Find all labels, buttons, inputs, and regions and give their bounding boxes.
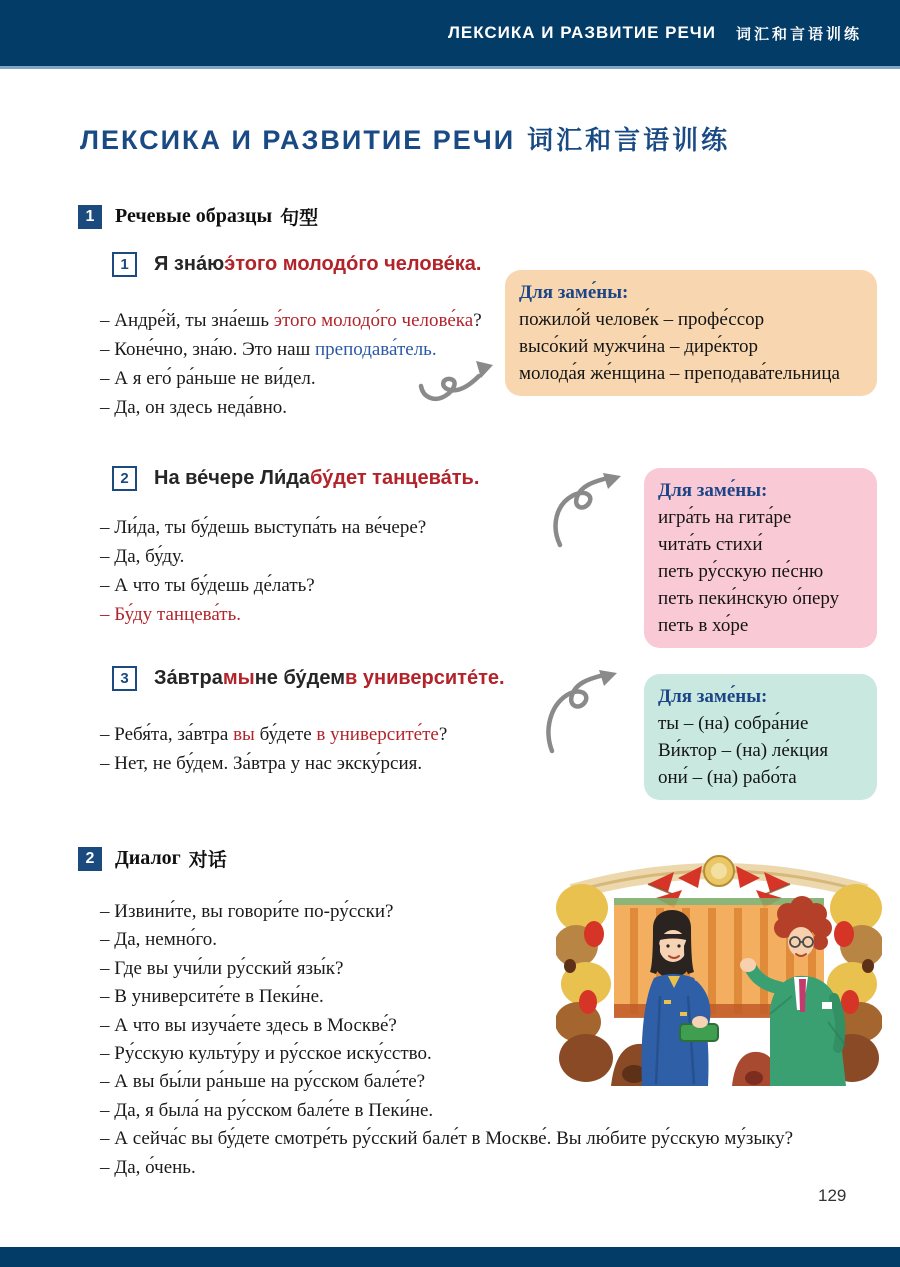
- substitution-heading: Для заме́ны:: [519, 282, 629, 303]
- dialogue-example-3: [100, 720, 447, 778]
- dialogue-line: – А сейча́с вы бу́дете смотре́ть ру́сский бале́т в Москве́. Вы лю́бите ру́сскую му́зыку?: [100, 1128, 794, 1150]
- example-text-red: мы: [222, 667, 255, 689]
- substitution-item: Ви́ктор – (на) ле́кция: [658, 740, 829, 761]
- substitution-item: петь в хо́ре: [658, 615, 749, 636]
- section-title: Речевые образцы: [115, 205, 273, 227]
- header-title-russian: ЛЕКСИКА И РАЗВИТИЕ РЕЧИ: [447, 23, 716, 42]
- dialogue-line: – Бу́ду танцева́ть.: [100, 604, 242, 625]
- example-text-black: Я зна́ю: [154, 253, 225, 275]
- substitution-box-1: [505, 270, 877, 396]
- theatre-illustration: [556, 846, 882, 1086]
- section-speech-patterns-header: [78, 203, 318, 230]
- substitution-item: пожило́й челове́к – профе́ссор: [519, 309, 765, 330]
- dialogue-line: – Ли́да, ты бу́дешь выступа́ть на ве́чере?: [100, 517, 427, 538]
- page-header-bar: [0, 0, 900, 69]
- example-text-red: в университе́те.: [345, 667, 505, 689]
- dialogue-line: – Да, я была́ на ру́сском бале́те в Пеки́не.: [100, 1099, 434, 1121]
- curly-arrow-icon: [542, 668, 626, 754]
- example-text-black: не бу́дем: [254, 667, 346, 689]
- section-number-badge: 1: [78, 205, 102, 229]
- section-title: Диалог: [115, 847, 181, 869]
- dialogue-line: – Извини́те, вы говори́те по-ру́сски?: [100, 901, 394, 922]
- section-title-chinese: 对话: [188, 850, 227, 871]
- curly-arrow-icon: [548, 472, 630, 548]
- substitution-item: высо́кий мужчи́на – дире́ктор: [519, 336, 759, 357]
- dialogue-line: – В университе́те в Пеки́не.: [100, 986, 324, 1008]
- page-number: 129: [818, 1186, 847, 1205]
- curly-arrow-icon: [418, 352, 496, 406]
- substitution-box-2: [644, 468, 877, 648]
- dialogue-line: – Где вы учи́ли ру́сский язы́к?: [100, 957, 344, 979]
- substitution-item: петь ру́сскую пе́сню: [658, 561, 824, 582]
- header-title-chinese: 词汇和言语训练: [735, 25, 862, 43]
- dialogue-line: – Да, бу́ду.: [100, 546, 185, 567]
- dialogue-line: – Ребя́та, за́втра вы бу́дете в университе́те?: [100, 724, 448, 745]
- substitution-item: игра́ть на гита́ре: [658, 507, 792, 528]
- example-text-red: э́того молодо́го челове́ка.: [224, 253, 482, 275]
- example-text-black: На ве́чере Ли́да: [154, 467, 311, 489]
- page-title-chinese: 词汇和言语训练: [527, 125, 731, 155]
- dialogue-line: – Андре́й, ты зна́ешь э́того молодо́го челове́ка?: [100, 310, 482, 331]
- example-text-red: бу́дет танцева́ть.: [310, 467, 480, 489]
- substitution-item: петь пеки́нскую о́перу: [658, 588, 840, 609]
- section-number-badge: 2: [78, 847, 102, 871]
- dialogue-line: – Нет, не бу́дем. За́втра у нас экску́рсия.: [100, 753, 423, 774]
- example-number-box: 2: [112, 466, 137, 491]
- dialogue-line: – Да, о́чень.: [100, 1156, 196, 1178]
- dialogue-line: – Да, он здесь неда́вно.: [100, 397, 287, 418]
- dialogue-line: – Ру́сскую культу́ру и ру́сское иску́сство.: [100, 1043, 432, 1065]
- page-title: [80, 120, 730, 157]
- substitution-item: они́ – (на) рабо́та: [658, 767, 797, 788]
- substitution-heading: Для заме́ны:: [658, 686, 768, 707]
- dialogue-line: – А вы бы́ли ра́ньше на ру́сском бале́те?: [100, 1071, 426, 1093]
- section-dialogue-header: [78, 845, 227, 872]
- section-title-chinese: 句型: [280, 208, 319, 229]
- dialogue-line: – А я его́ ра́ньше не ви́дел.: [100, 368, 316, 389]
- dialogue-example-2: [100, 513, 426, 629]
- dialogue-line: – А что вы изуча́ете здесь в Москве́?: [100, 1014, 397, 1036]
- substitution-heading: Для заме́ны:: [658, 480, 768, 501]
- example-2-heading: [112, 466, 479, 491]
- footer-bar: [0, 1247, 900, 1267]
- dialogue-line: – Да, немно́го.: [100, 929, 218, 951]
- page-title-russian: ЛЕКСИКА И РАЗВИТИЕ РЕЧИ: [80, 125, 516, 155]
- substitution-box-3: [644, 674, 877, 800]
- substitution-item: чита́ть стихи́: [658, 534, 763, 555]
- substitution-item: ты – (на) собра́ние: [658, 713, 809, 734]
- substitution-item: молода́я же́нщина – преподава́тельница: [519, 363, 840, 384]
- example-3-heading: [112, 666, 505, 691]
- example-text-black: За́втра: [154, 667, 223, 689]
- example-number-box: 1: [112, 252, 137, 277]
- example-1-heading: [112, 252, 481, 277]
- example-number-box: 3: [112, 666, 137, 691]
- dialogue-line: – А что ты бу́дешь де́лать?: [100, 575, 315, 596]
- dialogue-line: – Коне́чно, зна́ю. Это наш преподава́тель.: [100, 339, 437, 360]
